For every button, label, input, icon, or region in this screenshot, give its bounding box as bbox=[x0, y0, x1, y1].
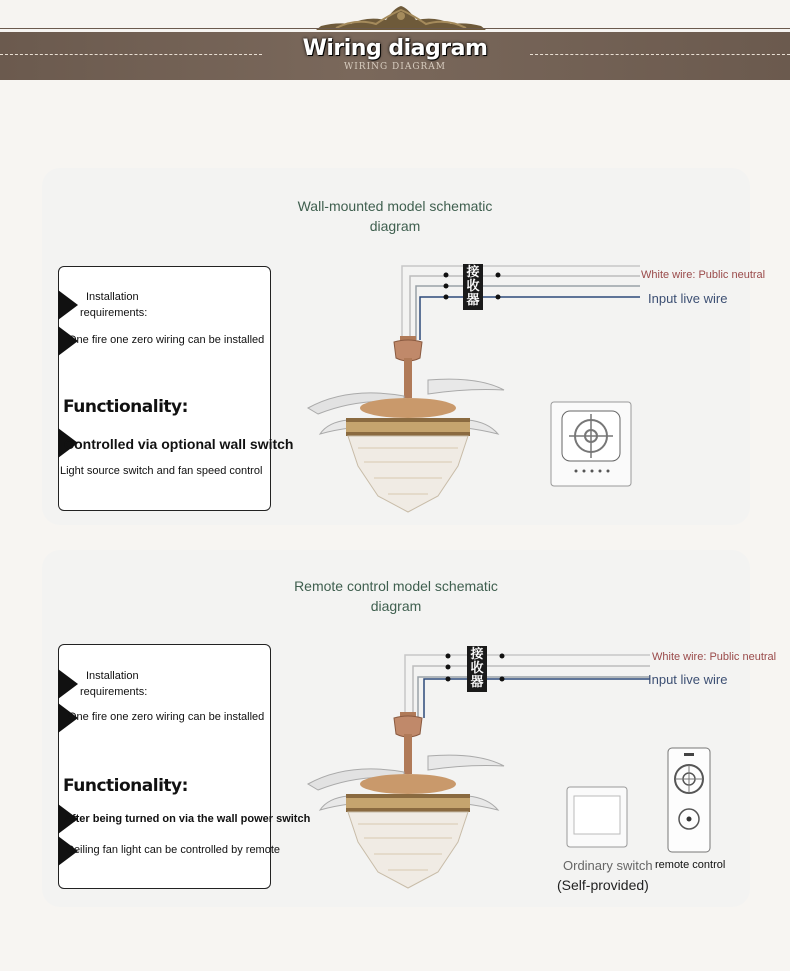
installation-label: Installation bbox=[86, 670, 139, 682]
ceiling-fan-light-icon bbox=[308, 712, 508, 892]
remote-control-title: Remote control model schematic diagram bbox=[294, 578, 498, 614]
feature-1: After being turned on via the wall power switch bbox=[64, 813, 311, 825]
ordinary-switch-label: Ordinary switch bbox=[563, 858, 653, 873]
ordinary-switch-sub: (Self-provided) bbox=[557, 877, 649, 893]
installation-label-2: requirements: bbox=[80, 686, 148, 698]
white-wire-label: White wire: Public neutral bbox=[641, 269, 766, 281]
wiring-note: One fire one zero wiring can be installed bbox=[68, 711, 265, 723]
wall-mounted-title: Wall-mounted model schematic diagram bbox=[297, 198, 493, 234]
installation-label: Installation bbox=[86, 291, 139, 303]
live-wire-label: Input live wire bbox=[648, 672, 728, 687]
remote-control-icon[interactable] bbox=[667, 747, 711, 853]
wiring-note: One fire one zero wiring can be installed bbox=[68, 334, 265, 346]
white-wire-label: White wire: Public neutral bbox=[652, 651, 777, 663]
feature-2: Ceiling fan light can be controlled by remote bbox=[66, 844, 281, 856]
functionality-heading: Functionality: bbox=[63, 776, 188, 796]
receiver-module: 接收器 bbox=[467, 646, 487, 692]
installation-label-2: requirements: bbox=[80, 307, 148, 319]
page-title: Wiring diagram bbox=[302, 36, 488, 61]
live-wire-label: Input live wire bbox=[648, 291, 728, 306]
remote-control-label: remote control bbox=[655, 859, 726, 871]
feature-1: Controlled via optional wall switch bbox=[64, 436, 294, 452]
feature-2: Light source switch and fan speed control bbox=[60, 465, 263, 477]
receiver-module: 接收器 bbox=[463, 264, 483, 310]
functionality-heading: Functionality: bbox=[63, 397, 188, 417]
page-subtitle: WIRING DIAGRAM bbox=[343, 62, 446, 72]
ordinary-switch-icon[interactable] bbox=[566, 786, 628, 848]
